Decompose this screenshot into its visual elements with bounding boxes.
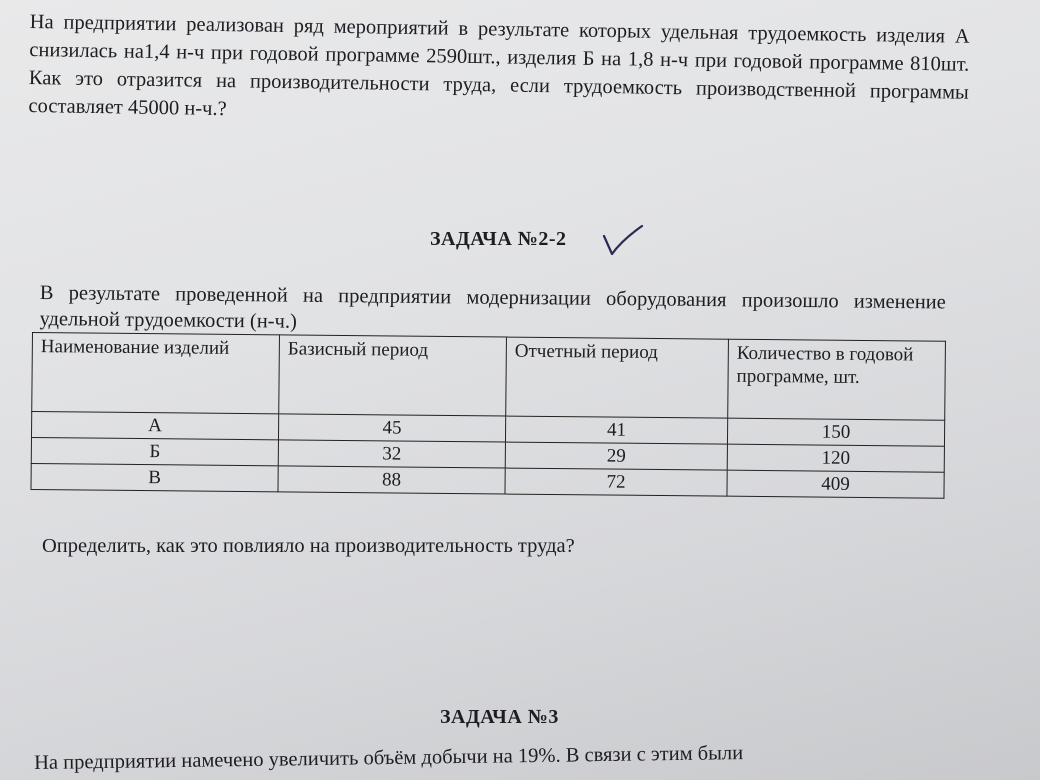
table-cell: 32: [278, 440, 505, 468]
table-cell: 41: [505, 416, 727, 444]
table-cell: 88: [278, 466, 505, 494]
column-header-base-period: Базисный период: [279, 335, 507, 416]
task-2-2-text: В результате проведенной на предприятии модернизации оборудования произошло изменение удельной трудоемкости (н-ч.): [39, 281, 946, 333]
table-cell: 409: [727, 470, 944, 498]
table-header-row: [32, 333, 946, 421]
column-header-report-period: Отчетный период: [506, 337, 729, 418]
task-3-text: На предприятии намечено увеличить объём добычи на 19%. В связи с этим были: [34, 742, 744, 774]
table-cell: В: [31, 463, 278, 491]
table-cell: А: [31, 412, 278, 440]
checkmark-icon: [600, 222, 644, 262]
table-cell: 29: [505, 442, 727, 470]
table-cell: 72: [505, 468, 727, 496]
table-cell: 120: [727, 444, 944, 472]
task-2-2-title: ЗАДАЧА №2-2: [430, 228, 567, 250]
labor-intensity-table: [30, 332, 945, 499]
table-cell: 150: [727, 418, 944, 446]
question-text: Определить, как это повлияло на производительность труда?: [42, 535, 575, 557]
column-header-quantity: Количество в годовой программе, шт.: [728, 339, 946, 420]
table-cell: Б: [31, 437, 278, 465]
problem-paragraph-1: На предприятии реализован ряд мероприятий в результате которых удельная трудоемкость изделия А снизилась на1,4 н-ч при годовой программе 2590шт., изделия Б на 1,8 н-ч при годовой программе 810шт. Как это отразится на производительности труда, если трудоемкость производственной программы составляет 45000 н-ч.?: [28, 10, 970, 121]
table-cell: 45: [278, 414, 505, 442]
column-header-product: Наименование изделий: [32, 333, 280, 414]
task-3-title: ЗАДАЧА №3: [440, 706, 559, 728]
